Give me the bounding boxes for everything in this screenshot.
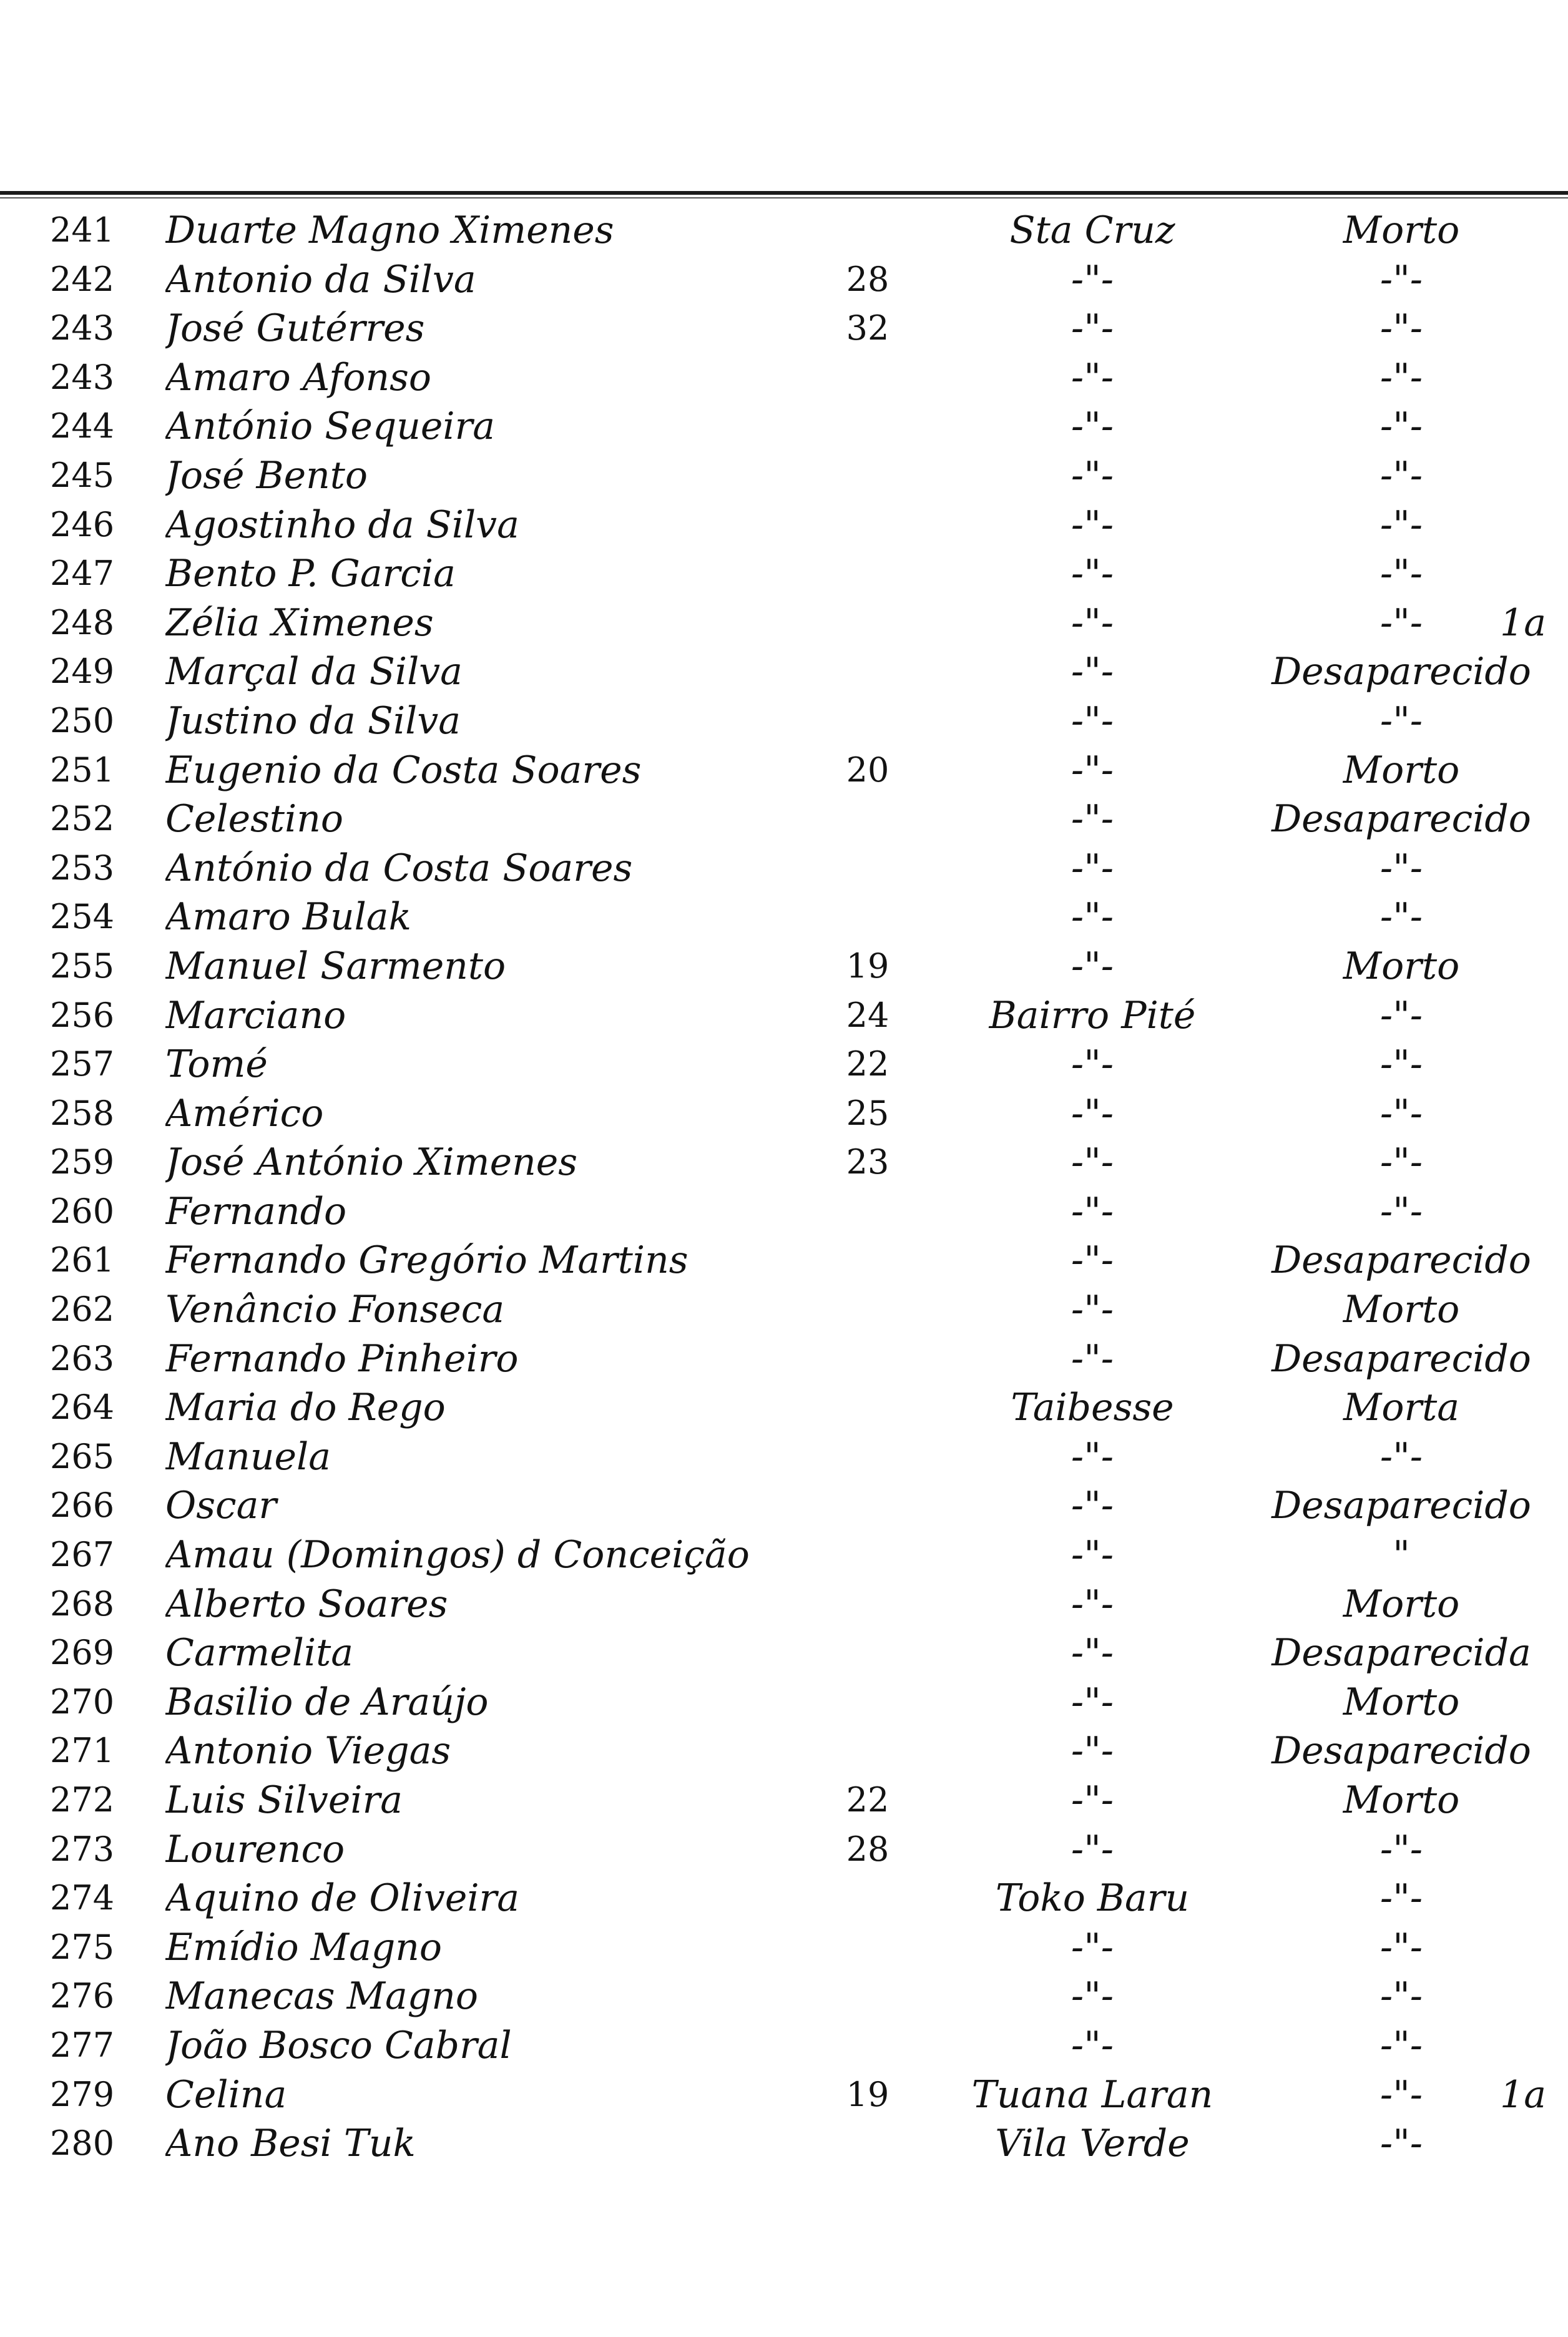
entry-age xyxy=(827,1383,908,1432)
list-row xyxy=(0,1531,1568,1580)
entry-note xyxy=(1486,844,1561,893)
entry-age xyxy=(827,402,908,451)
entry-number: 273 xyxy=(50,1829,115,1869)
entry-number: 243 xyxy=(50,357,115,397)
entry-note xyxy=(1486,1825,1561,1874)
entry-name: Eugenio da Costa Soares xyxy=(165,748,642,792)
entry-place: -"- xyxy=(1071,306,1114,351)
entry-status: -"- xyxy=(1379,2023,1423,2067)
entry-note xyxy=(1486,1138,1561,1187)
entry-number: 266 xyxy=(50,1486,115,1526)
entry-age xyxy=(827,353,908,402)
entry-name: Lourenco xyxy=(165,1827,345,1871)
entry-number: 272 xyxy=(50,1780,115,1820)
entry-note xyxy=(1486,991,1561,1040)
entry-place: -"- xyxy=(1071,1484,1114,1528)
list-row xyxy=(0,1040,1568,1089)
entry-number: 257 xyxy=(50,1044,115,1084)
entry-note xyxy=(1486,1874,1561,1923)
entry-status: -"- xyxy=(1379,1876,1423,1921)
list-row xyxy=(0,1727,1568,1776)
entry-number: 251 xyxy=(50,750,115,790)
entry-note xyxy=(1486,1727,1561,1775)
entry-place: -"- xyxy=(1071,1238,1114,1283)
entry-note xyxy=(1486,893,1561,941)
entry-status: Desaparecido xyxy=(1272,1238,1531,1283)
entry-number: 254 xyxy=(50,897,115,937)
entry-status: -"- xyxy=(1379,2122,1423,2166)
entry-place: -"- xyxy=(1071,1140,1114,1185)
entry-age xyxy=(827,1187,908,1236)
entry-name: Marciano xyxy=(165,993,346,1037)
entry-place: -"- xyxy=(1071,1533,1114,1577)
entry-status: -"- xyxy=(1379,1140,1423,1185)
entry-age xyxy=(827,1678,908,1727)
entry-number: 279 xyxy=(50,2074,115,2114)
entry-status: Morto xyxy=(1343,1778,1460,1822)
list-row xyxy=(0,599,1568,648)
entry-number: 256 xyxy=(50,995,115,1035)
entry-place: -"- xyxy=(1071,1336,1114,1381)
entry-number: 258 xyxy=(50,1093,115,1133)
entry-name: Manuela xyxy=(165,1434,331,1479)
list-row xyxy=(0,697,1568,746)
entry-note xyxy=(1486,1972,1561,2021)
entry-place: -"- xyxy=(1071,600,1114,645)
entry-place: -"- xyxy=(1071,552,1114,596)
entry-age: 24 xyxy=(846,995,889,1035)
entry-age xyxy=(827,549,908,598)
entry-status: -"- xyxy=(1379,355,1423,399)
entry-place: -"- xyxy=(1071,355,1114,399)
entry-status: Desaparecido xyxy=(1272,1729,1531,1773)
list-row xyxy=(0,1433,1568,1482)
entry-status: Desaparecido xyxy=(1272,797,1531,841)
entry-name: Tomé xyxy=(165,1042,268,1087)
list-row xyxy=(0,1285,1568,1335)
entry-name: Agostinho da Silva xyxy=(165,502,519,547)
list-row xyxy=(0,844,1568,893)
list-row xyxy=(0,1383,1568,1433)
list-row xyxy=(0,1481,1568,1531)
entry-place: -"- xyxy=(1071,1778,1114,1822)
entry-note xyxy=(1486,1236,1561,1285)
entry-place: -"- xyxy=(1071,1925,1114,1969)
entry-name: Justino da Silva xyxy=(165,698,461,743)
entry-number: 248 xyxy=(50,602,115,642)
list-row xyxy=(0,353,1568,403)
entry-status: Morto xyxy=(1343,1680,1460,1724)
entry-age xyxy=(827,2021,908,2070)
list-row xyxy=(0,206,1568,255)
entry-place: -"- xyxy=(1071,797,1114,841)
entry-number: 253 xyxy=(50,848,115,888)
entry-number: 280 xyxy=(50,2124,115,2163)
entry-place: -"- xyxy=(1071,895,1114,939)
list-row xyxy=(0,647,1568,697)
entry-note xyxy=(1486,1481,1561,1530)
entry-name: Ano Besi Tuk xyxy=(165,2122,416,2166)
entry-name: Antonio Viegas xyxy=(165,1729,451,1773)
entry-status: Desaparecida xyxy=(1272,1631,1531,1675)
entry-age xyxy=(827,2119,908,2168)
entry-age xyxy=(827,1923,908,1972)
entry-status: Morto xyxy=(1343,748,1460,792)
entry-status: -"- xyxy=(1379,1434,1423,1479)
entry-number: 261 xyxy=(50,1240,115,1280)
entry-place: -"- xyxy=(1071,944,1114,988)
entry-place: Bairro Pité xyxy=(989,993,1196,1037)
entry-number: 270 xyxy=(50,1682,115,1722)
entry-age xyxy=(827,1727,908,1775)
entry-status: -"- xyxy=(1379,895,1423,939)
entry-note xyxy=(1486,1335,1561,1383)
entry-age xyxy=(827,1874,908,1923)
entry-age xyxy=(827,1972,908,2021)
entry-status: -"- xyxy=(1379,1925,1423,1969)
list-row xyxy=(0,1776,1568,1825)
entry-place: -"- xyxy=(1071,650,1114,694)
entry-number: 247 xyxy=(50,554,115,594)
entry-status: Morta xyxy=(1343,1386,1460,1430)
list-row xyxy=(0,1236,1568,1285)
entry-age xyxy=(827,697,908,745)
list-row xyxy=(0,1089,1568,1139)
entry-number: 249 xyxy=(50,652,115,692)
entry-status: -"- xyxy=(1379,993,1423,1037)
entry-number: 260 xyxy=(50,1191,115,1231)
list-row xyxy=(0,1874,1568,1923)
entry-age xyxy=(827,893,908,941)
entry-number: 250 xyxy=(50,700,115,740)
entry-name: António da Costa Soares xyxy=(165,846,633,890)
entry-number: 241 xyxy=(50,210,115,250)
list-row xyxy=(0,746,1568,795)
entry-place: -"- xyxy=(1071,1042,1114,1087)
entry-note xyxy=(1486,1580,1561,1629)
list-row xyxy=(0,2021,1568,2070)
list-row xyxy=(0,893,1568,942)
entry-number: 242 xyxy=(50,259,115,299)
entry-name: Fernando Pinheiro xyxy=(165,1336,519,1381)
entry-name: José Bento xyxy=(165,453,368,497)
entry-number: 263 xyxy=(50,1338,115,1378)
list-row xyxy=(0,991,1568,1041)
entry-name: José Gutérres xyxy=(165,306,425,351)
entry-number: 245 xyxy=(50,455,115,495)
entry-status: Desaparecido xyxy=(1272,1336,1531,1381)
entry-note xyxy=(1486,353,1561,402)
entry-status: Morto xyxy=(1343,1288,1460,1332)
entry-note xyxy=(1486,2119,1561,2168)
entry-note xyxy=(1486,1433,1561,1481)
entry-name: António Sequeira xyxy=(165,404,496,449)
entry-note xyxy=(1486,549,1561,598)
list-row xyxy=(0,255,1568,305)
entry-age: 19 xyxy=(846,946,889,986)
list-row xyxy=(0,2070,1568,2120)
entry-name: Oscar xyxy=(165,1484,277,1528)
entry-number: 246 xyxy=(50,504,115,544)
list-row xyxy=(0,1923,1568,1972)
entry-status: -"- xyxy=(1379,1827,1423,1871)
entry-note xyxy=(1486,304,1561,353)
entry-note xyxy=(1486,746,1561,795)
entry-number: 275 xyxy=(50,1927,115,1967)
entry-note xyxy=(1486,2021,1561,2070)
entry-number: 255 xyxy=(50,946,115,986)
list-row xyxy=(0,795,1568,844)
entry-age xyxy=(827,1580,908,1629)
entry-status: -"- xyxy=(1379,257,1423,301)
entry-name: Amaro Bulak xyxy=(165,895,411,939)
top-rule-secondary xyxy=(0,197,1568,198)
entry-place: -"- xyxy=(1071,1680,1114,1724)
entry-status: Desaparecido xyxy=(1272,650,1531,694)
entry-place: -"- xyxy=(1071,1729,1114,1773)
entry-number: 252 xyxy=(50,799,115,839)
entry-note xyxy=(1486,451,1561,500)
list-row xyxy=(0,1972,1568,2021)
entry-place: -"- xyxy=(1071,846,1114,890)
list-row xyxy=(0,1825,1568,1874)
entry-status: -"- xyxy=(1379,453,1423,497)
entry-note xyxy=(1486,255,1561,304)
entry-name: Fernando Gregório Martins xyxy=(165,1238,688,1283)
entry-name: Duarte Magno Ximenes xyxy=(165,208,614,252)
entry-place: -"- xyxy=(1071,404,1114,449)
entry-note xyxy=(1486,1531,1561,1579)
entry-name: Basilio de Araújo xyxy=(165,1680,489,1724)
entry-age xyxy=(827,795,908,843)
entry-number: 265 xyxy=(50,1436,115,1476)
entry-place: -"- xyxy=(1071,1582,1114,1626)
entry-age xyxy=(827,1335,908,1383)
entry-status: Morto xyxy=(1343,944,1460,988)
entry-place: Vila Verde xyxy=(995,2122,1190,2166)
entry-note xyxy=(1486,1040,1561,1089)
entry-age xyxy=(827,1285,908,1334)
entry-age: 23 xyxy=(846,1142,889,1182)
entry-status: -"- xyxy=(1379,1042,1423,1087)
entry-note xyxy=(1486,402,1561,451)
entry-place: -"- xyxy=(1071,2023,1114,2067)
entry-age xyxy=(827,1481,908,1530)
entry-note xyxy=(1486,697,1561,745)
entry-place: -"- xyxy=(1071,748,1114,792)
entry-status: -"- xyxy=(1379,552,1423,596)
entry-note: 1a xyxy=(1500,600,1546,645)
list-row xyxy=(0,402,1568,451)
entry-name: Celestino xyxy=(165,797,343,841)
entry-place: -"- xyxy=(1071,453,1114,497)
entry-note xyxy=(1486,501,1561,549)
entry-name: João Bosco Cabral xyxy=(165,2023,512,2067)
entry-note xyxy=(1486,1776,1561,1825)
entry-name: Alberto Soares xyxy=(165,1582,448,1626)
entry-status: -"- xyxy=(1379,1189,1423,1233)
entry-age: 19 xyxy=(846,2074,889,2114)
entry-note xyxy=(1486,1383,1561,1432)
entry-status: -"- xyxy=(1379,404,1423,449)
entry-place: -"- xyxy=(1071,1434,1114,1479)
entry-name: Bento P. Garcia xyxy=(165,552,456,596)
entry-note xyxy=(1486,1923,1561,1972)
entry-name: Américo xyxy=(165,1091,324,1135)
entry-place: Tuana Laran xyxy=(971,2072,1213,2117)
entry-status: -"- xyxy=(1379,600,1423,645)
entry-note xyxy=(1486,1629,1561,1677)
entry-note xyxy=(1486,795,1561,843)
entry-age xyxy=(827,1433,908,1481)
entry-age xyxy=(827,501,908,549)
entry-name: Amaro Afonso xyxy=(165,355,432,399)
entry-place: -"- xyxy=(1071,1091,1114,1135)
entry-number: 244 xyxy=(50,406,115,446)
list-row xyxy=(0,1678,1568,1727)
entry-status: Morto xyxy=(1343,1582,1460,1626)
entry-number: 267 xyxy=(50,1535,115,1575)
entry-age xyxy=(827,451,908,500)
entry-age xyxy=(827,647,908,696)
list-row xyxy=(0,2119,1568,2168)
entry-number: 271 xyxy=(50,1731,115,1771)
entry-age xyxy=(827,844,908,893)
entry-place: Sta Cruz xyxy=(1009,208,1175,252)
entry-number: 274 xyxy=(50,1878,115,1918)
entry-name: Venâncio Fonseca xyxy=(165,1288,505,1332)
entry-name: Amau (Domingos) d Conceição xyxy=(165,1533,750,1577)
entry-status: Morto xyxy=(1343,208,1460,252)
top-rule xyxy=(0,191,1568,195)
entry-note xyxy=(1486,206,1561,255)
entry-age: 22 xyxy=(846,1044,889,1084)
entry-age: 22 xyxy=(846,1780,889,1820)
entry-number: 262 xyxy=(50,1290,115,1330)
entry-note xyxy=(1486,1089,1561,1138)
list-row xyxy=(0,549,1568,599)
entry-number: 276 xyxy=(50,1976,115,2016)
entry-name: Maria do Rego xyxy=(165,1386,446,1430)
entry-age: 28 xyxy=(846,259,889,299)
entry-age: 25 xyxy=(846,1093,889,1133)
list-row xyxy=(0,1138,1568,1187)
entry-place: -"- xyxy=(1071,698,1114,743)
list-row xyxy=(0,501,1568,550)
entry-number: 277 xyxy=(50,2025,115,2065)
list-row xyxy=(0,304,1568,353)
entry-status: Desaparecido xyxy=(1272,1484,1531,1528)
entry-name: Celina xyxy=(165,2072,287,2117)
entry-status: -"- xyxy=(1379,2072,1423,2117)
entry-name: Manecas Magno xyxy=(165,1974,478,2019)
victim-list xyxy=(0,206,1568,2168)
entry-status: -"- xyxy=(1379,1974,1423,2019)
entry-age xyxy=(827,1236,908,1285)
entry-status: -"- xyxy=(1379,502,1423,547)
entry-number: 243 xyxy=(50,308,115,348)
entry-age: 20 xyxy=(846,750,889,790)
entry-number: 268 xyxy=(50,1584,115,1624)
list-row xyxy=(0,942,1568,991)
entry-name: Manuel Sarmento xyxy=(165,944,506,988)
list-row xyxy=(0,1629,1568,1678)
entry-note xyxy=(1486,1678,1561,1727)
entry-number: 264 xyxy=(50,1388,115,1428)
list-row xyxy=(0,451,1568,501)
entry-name: Fernando xyxy=(165,1189,347,1233)
list-row xyxy=(0,1335,1568,1384)
entry-number: 259 xyxy=(50,1142,115,1182)
entry-note xyxy=(1486,647,1561,696)
entry-age xyxy=(827,599,908,647)
entry-name: Marçal da Silva xyxy=(165,650,463,694)
list-row xyxy=(0,1187,1568,1237)
entry-place: -"- xyxy=(1071,1974,1114,2019)
entry-name: Zélia Ximenes xyxy=(165,600,434,645)
entry-name: Emídio Magno xyxy=(165,1925,443,1969)
entry-name: Carmelita xyxy=(165,1631,354,1675)
entry-place: -"- xyxy=(1071,1631,1114,1675)
entry-place: -"- xyxy=(1071,1189,1114,1233)
entry-status: -"- xyxy=(1379,698,1423,743)
entry-note: 1a xyxy=(1500,2072,1546,2117)
entry-age: 32 xyxy=(846,308,889,348)
entry-note xyxy=(1486,942,1561,991)
entry-status: " xyxy=(1393,1533,1410,1577)
entry-place: Taibesse xyxy=(1011,1386,1174,1430)
entry-age xyxy=(827,1531,908,1579)
entry-number: 269 xyxy=(50,1633,115,1673)
entry-name: Luis Silveira xyxy=(165,1778,403,1822)
entry-name: José António Ximenes xyxy=(165,1140,578,1185)
entry-age xyxy=(827,206,908,255)
entry-age: 28 xyxy=(846,1829,889,1869)
entry-status: -"- xyxy=(1379,306,1423,351)
entry-place: -"- xyxy=(1071,257,1114,301)
list-row xyxy=(0,1580,1568,1629)
entry-place: -"- xyxy=(1071,502,1114,547)
entry-note xyxy=(1486,1187,1561,1236)
entry-place: -"- xyxy=(1071,1288,1114,1332)
entry-age xyxy=(827,1629,908,1677)
entry-name: Antonio da Silva xyxy=(165,257,476,301)
entry-status: -"- xyxy=(1379,846,1423,890)
entry-place: Toko Baru xyxy=(995,1876,1190,1921)
entry-note xyxy=(1486,1285,1561,1334)
entry-status: -"- xyxy=(1379,1091,1423,1135)
entry-place: -"- xyxy=(1071,1827,1114,1871)
entry-name: Aquino de Oliveira xyxy=(165,1876,520,1921)
